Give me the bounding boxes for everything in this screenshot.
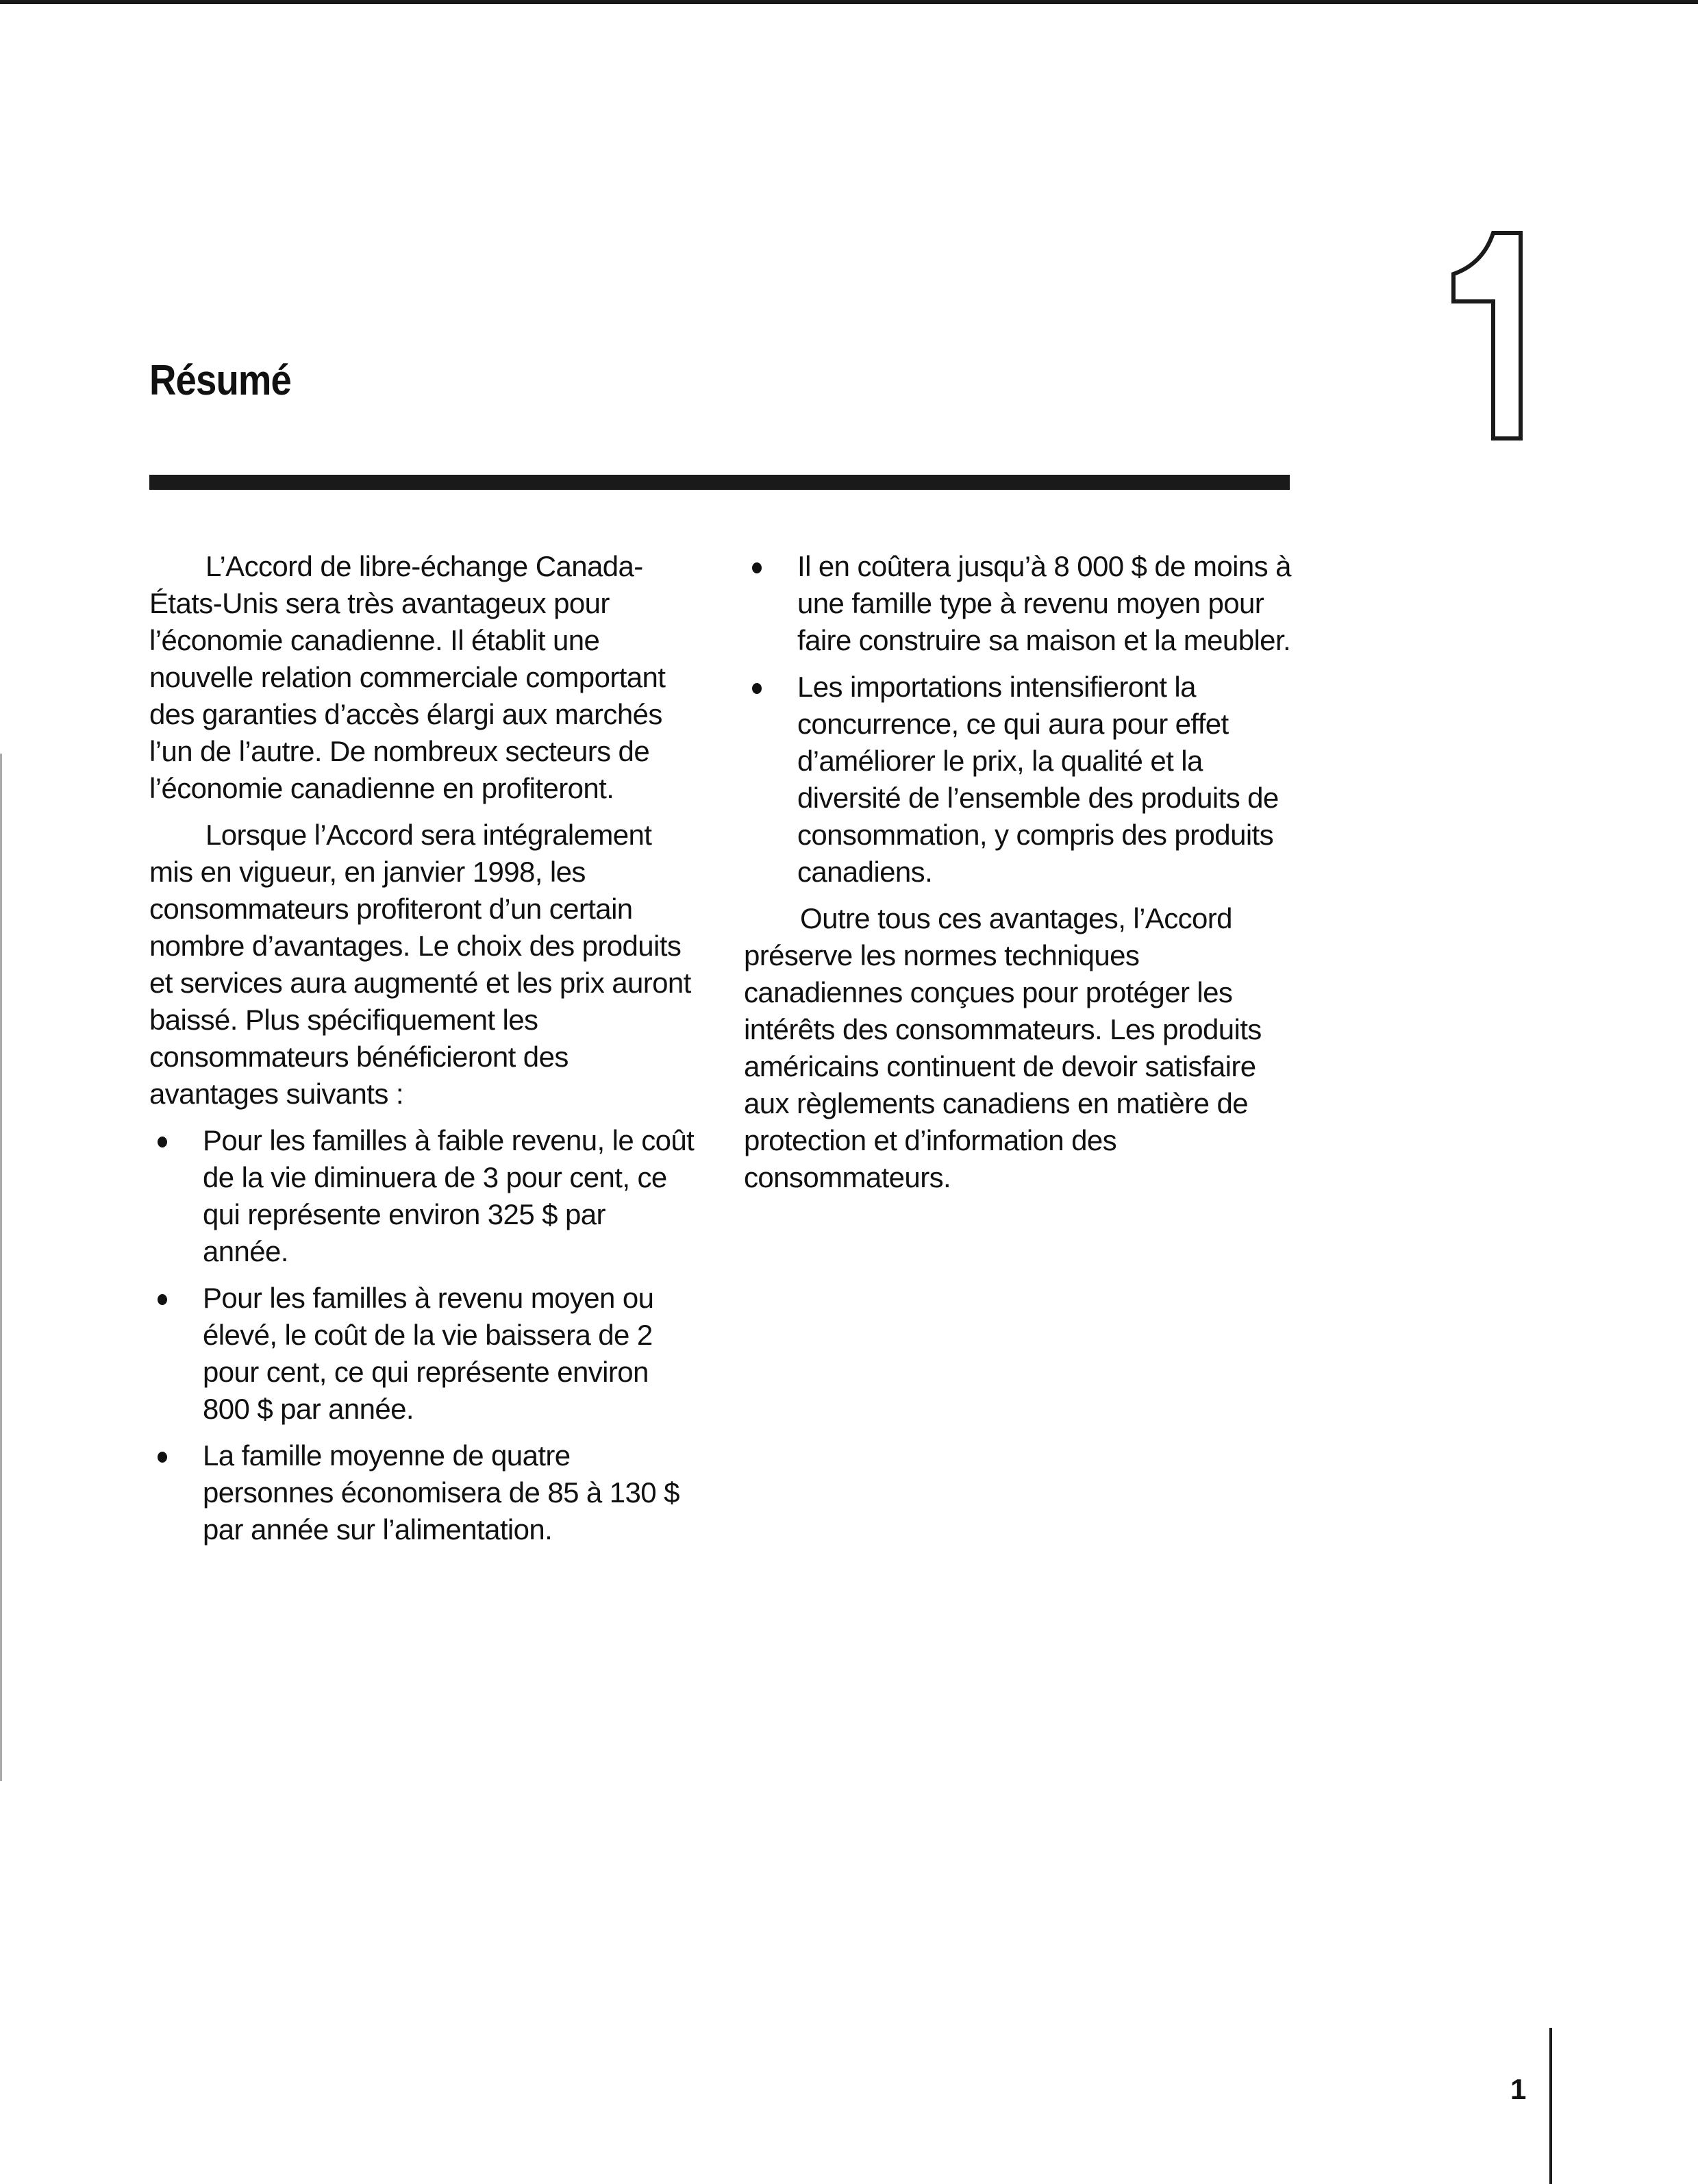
bullet-dot-icon	[752, 683, 762, 694]
chapter-number-glyph	[1445, 226, 1527, 445]
paragraph: L’Accord de libre-échange Canada-États-Unis sera très avantageux pour l’économie canadienne. Il établit une nouvelle relation commerciale comportant des garanties d’accès élargi aux marchés l’un de l’autre. De nombreux secteurs de l’économie canadienne en profiteront.	[149, 550, 666, 804]
bullet-item	[149, 1280, 697, 1428]
bullet-text: La famille moyenne de quatre personnes économisera de 85 à 130 $ par année sur l’alimentation.	[203, 1439, 679, 1546]
bullet-item	[744, 669, 1292, 891]
paragraph: Outre tous ces avantages, l’Accord préserve les normes techniques canadiennes conçues pour protéger les intérêts des consommateurs. Les produits américains continuent de devoir satisfaire aux règlements canadiens en matière de protection et d’information des consommateurs.	[744, 902, 1262, 1193]
bullet-list	[149, 1122, 697, 1548]
bullet-text: Pour les familles à faible revenu, le coût de la vie diminuera de 3 pour cent, ce qui représente environ 325 $ par année.	[203, 1124, 695, 1267]
bullet-text: Il en coûtera jusqu’à 8 000 $ de moins à une famille type à revenu moyen pour faire construire sa maison et la meubler.	[797, 550, 1291, 656]
page-number: 1	[1510, 2073, 1527, 2105]
page-number-rule	[1549, 2028, 1552, 2184]
top-border-rule	[0, 0, 1698, 4]
bullet-text: Les importations intensifieront la concurrence, ce qui aura pour effet d’améliorer le prix, la qualité et la diversité de l’ensemble des produits de consommation, y compris des produits canadiens.	[797, 671, 1279, 888]
bullet-dot-icon	[752, 562, 762, 573]
bullet-dot-icon	[158, 1137, 167, 1147]
bullet-dot-icon	[158, 1452, 167, 1463]
bullet-dot-icon	[158, 1294, 167, 1305]
bullet-item	[149, 1437, 697, 1548]
bullet-list	[744, 548, 1292, 891]
bullet-item	[149, 1122, 697, 1270]
bullet-item	[744, 548, 1292, 659]
paragraph: Lorsque l’Accord sera intégralement mis en vigueur, en janvier 1998, les consommateurs profiteront d’un certain nombre d’avantages. Le choix des produits et services aura augmenté et les prix auront baissé. Plus spécifiquement les consommateurs bénéficieront des avantages suivants :	[149, 819, 691, 1110]
scan-left-edge	[0, 754, 2, 1781]
page-title: Résumé	[149, 357, 291, 404]
left-column	[149, 548, 697, 1558]
right-column	[744, 548, 1292, 1206]
bullet-text: Pour les familles à revenu moyen ou élevé, le coût de la vie baissera de 2 pour cent, ce qui représente environ 800 $ par année.	[203, 1282, 654, 1425]
title-rule	[149, 475, 1290, 490]
